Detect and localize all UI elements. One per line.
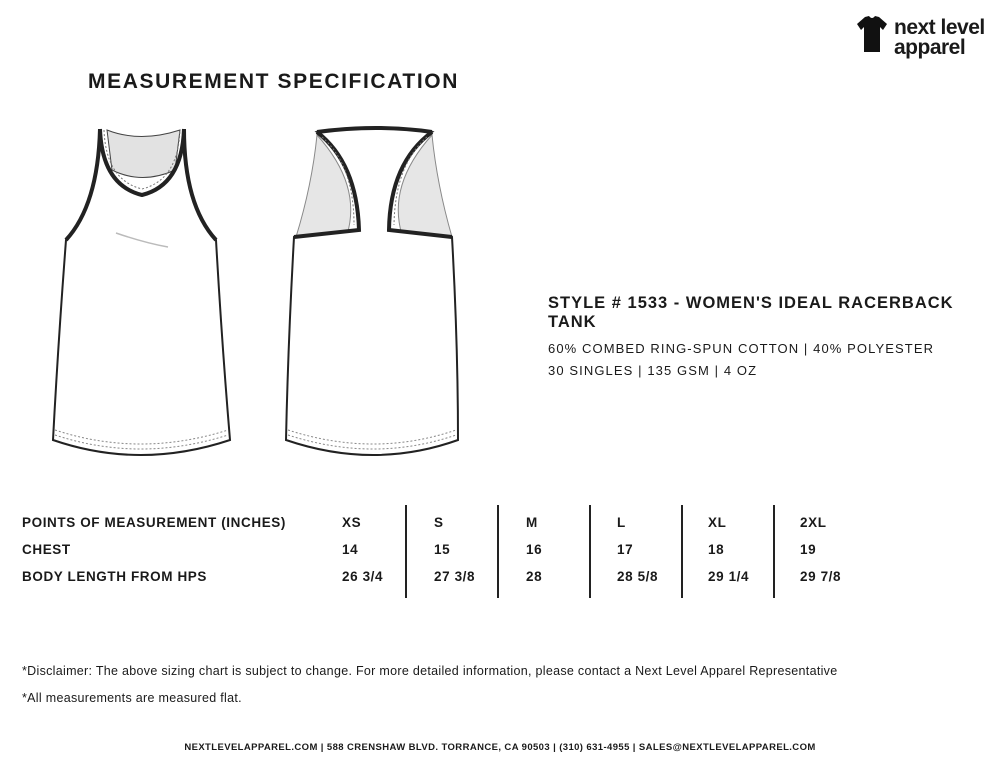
length-m: 28 (526, 569, 543, 584)
column-divider (589, 505, 591, 598)
fabric-composition: 60% COMBED RING-SPUN COTTON | 40% POLYESTER (548, 341, 935, 356)
measurement-table (0, 505, 1000, 600)
measured-flat-note: *All measurements are measured flat. (22, 691, 242, 705)
page-title: MEASUREMENT SPECIFICATION (88, 70, 459, 93)
size-header-l: L (617, 515, 626, 530)
row-label-body-length: BODY LENGTH FROM HPS (22, 569, 208, 584)
logo-text-next-level: next level (894, 16, 985, 39)
footer-contact: NEXTLEVELAPPAREL.COM | 588 CRENSHAW BLVD. TORRANCE, CA 90503 | (310) 631-4955 | SALES@NEXTLEVELAPPAREL.COM (184, 742, 816, 753)
chest-s: 15 (434, 542, 451, 557)
brand-logo (856, 12, 996, 62)
table-header-label: POINTS OF MEASUREMENT (INCHES) (22, 515, 287, 530)
chest-l: 17 (617, 542, 634, 557)
size-header-xs: XS (342, 515, 362, 530)
row-label-chest: CHEST (22, 542, 71, 557)
chest-xl: 18 (708, 542, 725, 557)
tshirt-icon (856, 14, 888, 54)
length-xl: 29 1/4 (708, 569, 750, 584)
length-2xl: 29 7/8 (800, 569, 842, 584)
size-header-m: M (526, 515, 538, 530)
size-header-2xl: 2XL (800, 515, 827, 530)
length-l: 28 5/8 (617, 569, 659, 584)
tank-back-illustration (282, 125, 467, 470)
length-s: 27 3/8 (434, 569, 476, 584)
size-header-s: S (434, 515, 444, 530)
fabric-specs: 30 SINGLES | 135 GSM | 4 OZ (548, 363, 758, 378)
chest-2xl: 19 (800, 542, 817, 557)
column-divider (681, 505, 683, 598)
size-header-xl: XL (708, 515, 727, 530)
style-info (548, 294, 1000, 385)
logo-text-apparel: apparel (894, 36, 966, 59)
column-divider (405, 505, 407, 598)
length-xs: 26 3/4 (342, 569, 384, 584)
disclaimer-text: *Disclaimer: The above sizing chart is subject to change. For more detailed information, please contact a Next Level Apparel Representative (22, 664, 838, 678)
chest-xs: 14 (342, 542, 359, 557)
style-title: STYLE # 1533 - WOMEN'S IDEAL RACERBACK TANK (548, 294, 954, 331)
tank-front-illustration (50, 125, 235, 470)
column-divider (773, 505, 775, 598)
column-divider (497, 505, 499, 598)
chest-m: 16 (526, 542, 543, 557)
